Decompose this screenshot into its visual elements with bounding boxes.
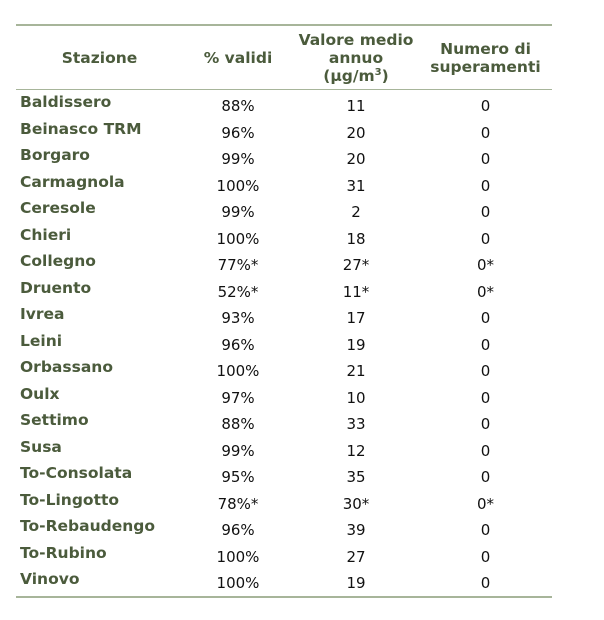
cell-station: Leini	[20, 331, 63, 350]
table-row	[16, 119, 552, 146]
cell-valid-percent: 99%	[221, 203, 255, 222]
cell-station: Carmagnola	[20, 172, 125, 191]
table-row	[16, 145, 552, 172]
header-valid: % validi	[203, 48, 273, 67]
cell-valid-percent: 100%	[216, 362, 260, 381]
cell-valid-percent: 52%*	[217, 282, 259, 301]
cell-annual-mean: 31	[346, 176, 366, 195]
table-row	[16, 198, 552, 225]
cell-station: Collegno	[20, 252, 96, 271]
table-body	[16, 90, 552, 596]
header-station: Stazione	[61, 48, 138, 67]
cell-exceedances: 0	[480, 388, 491, 407]
cell-station: Baldissero	[20, 93, 112, 112]
header-mean-unit: $(\mu g/m^3)$	[323, 66, 389, 85]
cell-valid-percent: 88%	[221, 415, 255, 434]
cell-exceedances: 0	[480, 203, 491, 222]
cell-annual-mean: 19	[346, 574, 366, 593]
cell-station: To-Rubino	[20, 543, 107, 562]
cell-station: Druento	[20, 278, 92, 297]
table-row	[16, 463, 552, 490]
cell-exceedances: 0	[480, 441, 491, 460]
cell-station: Vinovo	[20, 570, 80, 589]
cell-valid-percent: 96%	[221, 123, 255, 142]
table-row	[16, 357, 552, 384]
cell-exceedances: 0*	[476, 282, 495, 301]
cell-valid-percent: 93%	[221, 309, 255, 328]
table-row	[16, 278, 552, 305]
cell-station: To-Lingotto	[20, 490, 120, 509]
table-header	[16, 26, 552, 89]
cell-station: Ivrea	[20, 305, 65, 324]
cell-valid-percent: 99%	[221, 150, 255, 169]
table-row	[16, 384, 552, 411]
cell-annual-mean: 20	[346, 123, 366, 142]
cell-annual-mean: 33	[346, 415, 366, 434]
cell-exceedances: 0*	[476, 494, 495, 513]
cell-station: Ceresole	[20, 199, 96, 218]
cell-station: Chieri	[20, 225, 72, 244]
cell-valid-percent: 95%	[221, 468, 255, 487]
data-table	[16, 24, 552, 598]
cell-exceedances: 0	[480, 468, 491, 487]
cell-exceedances: 0	[480, 150, 491, 169]
cell-exceedances: 0	[480, 176, 491, 195]
cell-annual-mean: 2	[351, 203, 361, 222]
cell-valid-percent: 100%	[216, 176, 260, 195]
cell-valid-percent: 96%	[221, 521, 255, 540]
cell-exceedances: 0	[480, 362, 491, 381]
cell-exceedances: 0	[480, 123, 491, 142]
cell-station: Beinasco TRM	[20, 119, 142, 138]
cell-valid-percent: 100%	[216, 229, 260, 248]
cell-annual-mean: 17	[346, 309, 366, 328]
cell-exceedances: 0	[480, 574, 491, 593]
cell-annual-mean: 27	[346, 547, 366, 566]
cell-valid-percent: 78%*	[217, 494, 259, 513]
cell-valid-percent: 77%*	[217, 256, 259, 275]
cell-valid-percent: 100%	[216, 547, 260, 566]
cell-station: To-Consolata	[20, 464, 133, 483]
cell-annual-mean: 35	[346, 468, 366, 487]
table-row	[16, 516, 552, 543]
table-row	[16, 410, 552, 437]
table-row	[16, 543, 552, 570]
cell-exceedances: 0	[480, 521, 491, 540]
cell-annual-mean: 10	[346, 388, 366, 407]
cell-exceedances: 0*	[476, 256, 495, 275]
cell-annual-mean: 18	[346, 229, 366, 248]
table-row	[16, 331, 552, 358]
cell-station: Orbassano	[20, 358, 113, 377]
cell-annual-mean: 30*	[342, 494, 370, 513]
cell-valid-percent: 96%	[221, 335, 255, 354]
cell-annual-mean: 27*	[342, 256, 370, 275]
cell-station: Settimo	[20, 411, 89, 430]
table-row	[16, 569, 552, 596]
table-row	[16, 437, 552, 464]
cell-station: Borgaro	[20, 146, 90, 165]
table-row	[16, 251, 552, 278]
cell-station: To-Rebaudengo	[20, 517, 156, 536]
cell-valid-percent: 88%	[221, 97, 255, 116]
cell-exceedances: 0	[480, 309, 491, 328]
cell-exceedances: 0	[480, 415, 491, 434]
table-bottom-rule	[16, 596, 552, 598]
header-mean: Valore medio annuo $(\mu g/m^3)$	[293, 31, 419, 85]
cell-annual-mean: 20	[346, 150, 366, 169]
cell-exceedances: 0	[480, 229, 491, 248]
cell-annual-mean: 19	[346, 335, 366, 354]
table-row	[16, 490, 552, 517]
cell-annual-mean: 11*	[342, 282, 370, 301]
cell-annual-mean: 21	[346, 362, 366, 381]
header-exceedances: Numero di superamenti	[430, 39, 541, 76]
cell-annual-mean: 12	[346, 441, 366, 460]
cell-exceedances: 0	[480, 547, 491, 566]
table-row	[16, 92, 552, 119]
cell-station: Susa	[20, 437, 62, 456]
cell-annual-mean: 39	[346, 521, 366, 540]
table-row	[16, 172, 552, 199]
cell-station: Oulx	[20, 384, 60, 403]
cell-exceedances: 0	[480, 97, 491, 116]
cell-exceedances: 0	[480, 335, 491, 354]
table-row	[16, 225, 552, 252]
cell-valid-percent: 97%	[221, 388, 255, 407]
cell-annual-mean: 11	[346, 97, 366, 116]
cell-valid-percent: 99%	[221, 441, 255, 460]
table-row	[16, 304, 552, 331]
cell-valid-percent: 100%	[216, 574, 260, 593]
